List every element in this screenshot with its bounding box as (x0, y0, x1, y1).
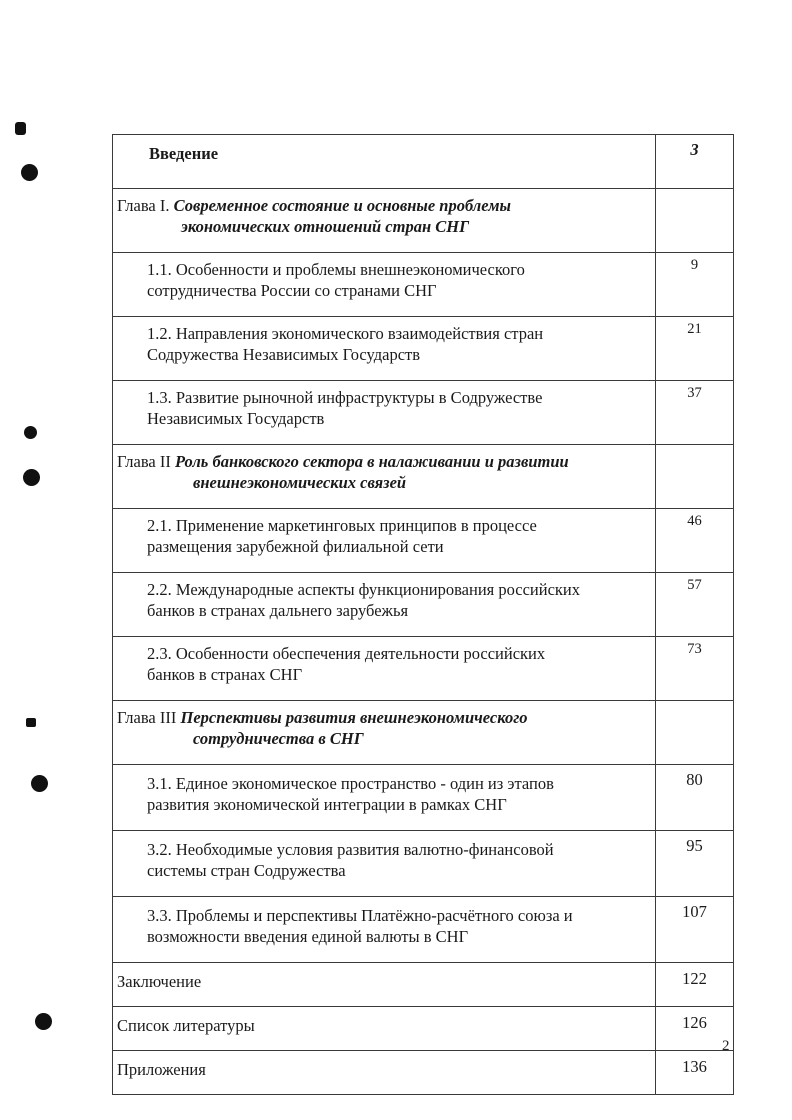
toc-page-number: 21 (656, 317, 734, 381)
toc-section-title: 3.2. Необходимые условия развития валютно-финансовой системы стран Содружества (113, 831, 656, 897)
toc-section-title: 3.3. Проблемы и перспективы Платёжно-расчётного союза и возможности введения единой валюты в СНГ (113, 897, 656, 963)
page-number: 2 (722, 1038, 730, 1054)
toc-intro-row[interactable] (113, 135, 734, 189)
toc-page-number: 46 (656, 509, 734, 573)
toc-intro-title: Введение (113, 135, 656, 189)
toc-page-number: 122 (656, 963, 734, 1007)
punch-hole-mark (21, 164, 38, 181)
toc-chapter-title: Глава I. Современное состояние и основные проблемы экономических отношений стран СНГ (113, 189, 656, 253)
toc-page-number (656, 445, 734, 509)
toc-closing-title: Заключение (113, 963, 656, 1007)
toc-section-row[interactable] (113, 253, 734, 317)
toc-page-number: 107 (656, 897, 734, 963)
toc-section-title: 2.2. Международные аспекты функционирования российских банков в странах дальнего зарубежья (113, 573, 656, 637)
toc-chapter-row[interactable] (113, 189, 734, 253)
toc-section-row[interactable] (113, 317, 734, 381)
toc-section-title: 2.3. Особенности обеспечения деятельности российских банков в странах СНГ (113, 637, 656, 701)
toc-page-number: 9 (656, 253, 734, 317)
toc-page-number (656, 701, 734, 765)
toc-closing-title: Приложения (113, 1051, 656, 1095)
toc-page-number (656, 189, 734, 253)
toc-section-title: 1.3. Развитие рыночной инфраструктуры в Содружестве Независимых Государств (113, 381, 656, 445)
scan-mark (24, 426, 37, 439)
toc-section-title: 2.1. Применение маркетинговых принципов в процессе размещения зарубежной филиальной сети (113, 509, 656, 573)
toc-chapter-title: Глава III Перспективы развития внешнеэкономического сотрудничества в СНГ (113, 701, 656, 765)
toc-page-number: 57 (656, 573, 734, 637)
toc-page-number: 95 (656, 831, 734, 897)
toc-section-row[interactable] (113, 897, 734, 963)
toc-chapter-row[interactable] (113, 701, 734, 765)
punch-hole-mark (23, 469, 40, 486)
toc-page-number: 3 (656, 135, 734, 189)
toc-section-row[interactable] (113, 637, 734, 701)
toc-section-row[interactable] (113, 509, 734, 573)
punch-hole-mark (35, 1013, 52, 1030)
table-of-contents (112, 134, 734, 1095)
toc-page-number: 126 (656, 1007, 734, 1051)
toc-bibliography-row[interactable] (113, 1007, 734, 1051)
toc-section-row[interactable] (113, 765, 734, 831)
toc-section-row[interactable] (113, 381, 734, 445)
toc-page-number: 73 (656, 637, 734, 701)
toc-section-title: 3.1. Единое экономическое пространство - один из этапов развития экономической интеграции в рамках СНГ (113, 765, 656, 831)
punch-hole-mark (31, 775, 48, 792)
toc-closing-title: Список литературы (113, 1007, 656, 1051)
toc-section-row[interactable] (113, 831, 734, 897)
toc-section-title: 1.2. Направления экономического взаимодействия стран Содружества Независимых Государств (113, 317, 656, 381)
scan-mark (26, 718, 36, 727)
toc-appendices-row[interactable] (113, 1051, 734, 1095)
toc-chapter-row[interactable] (113, 445, 734, 509)
toc-section-title: 1.1. Особенности и проблемы внешнеэкономического сотрудничества России со странами СНГ (113, 253, 656, 317)
toc-section-row[interactable] (113, 573, 734, 637)
toc-chapter-title: Глава II Роль банковского сектора в налаживании и развитии внешнеэкономических связей (113, 445, 656, 509)
toc-page-number: 136 (656, 1051, 734, 1095)
toc-page-number: 37 (656, 381, 734, 445)
scan-mark (15, 122, 26, 135)
toc-page-number: 80 (656, 765, 734, 831)
toc-conclusion-row[interactable] (113, 963, 734, 1007)
